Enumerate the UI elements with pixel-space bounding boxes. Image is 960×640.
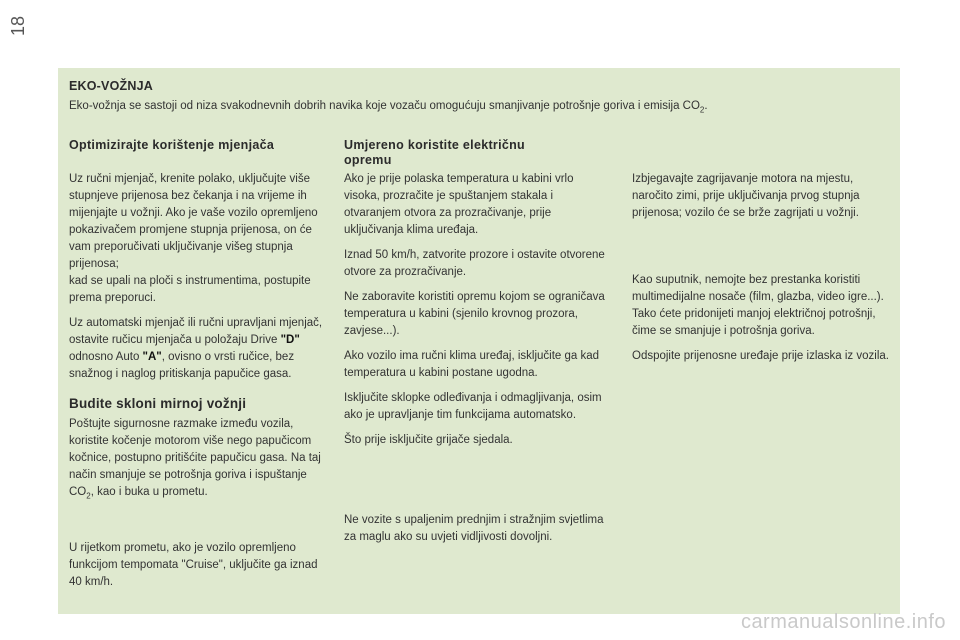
electric-para-3: Ne zaboravite koristiti opremu kojom se ograničava temperatura u kabini (sjenilo krovnog prozora, zavjese...). — [344, 291, 605, 337]
electric-para-7: Ne vozite s upaljenim prednjim i stražnjim svjetlima za maglu ako su uvjeti vidljivosti dovoljni. — [344, 514, 604, 543]
electric-para-6: Što prije isključite grijače sjedala. — [344, 434, 513, 446]
watermark: carmanualsonline.info — [740, 611, 946, 633]
gearbox-para-2: Uz automatski mjenjač ili ručni upravljani mjenjač, ostavite ručicu mjenjača u položaju Drive "D" odnosno Auto "A", ovisno o vrsti ručice, bez snažnog i naglog pritiskanja papučice gasa. — [69, 317, 323, 380]
electric-para-5: Isključite sklopke odleđivanja i odmagljivanja, osim ako je upravljanje tim funkcijama automatsko. — [344, 392, 602, 421]
electric-para-4: Ako vozilo ima ručni klima uređaj, isključite ga kad temperatura u kabini postane ugodna. — [344, 350, 600, 379]
gearbox-para-1: Uz ručni mjenjač, krenite polako, uključujte više stupnjeve prijenosa bez čekanja i na vrijeme ih mijenjajte u vožnji. Ako je vaše vozilo opremljeno pokazivačem promjene stupnja prijenosa, on će vam preporučivati uključivanje višeg stupnja prijenosa; kad se upali na ploči s instrumentima, postupite prema preporuci. — [69, 173, 318, 304]
eco-driving-panel — [58, 68, 900, 614]
electric-para-1: Ako je prije polaska temperatura u kabini vrlo visoka, prozračite je spuštanjem stakala i otvaranjem otvora za prozračivanje, prije uključivanja klima uređaja. — [344, 173, 574, 236]
cruise-text — [69, 540, 331, 591]
gearbox-text — [69, 171, 331, 383]
right-text-1 — [632, 171, 890, 222]
page-number: 18 — [8, 15, 28, 36]
electric-text — [344, 171, 606, 449]
right-para-2: Kao suputnik, nemojte bez prestanka koristiti multimedijalne nosače (film, glazba, video igre...). Tako ćete pridonijeti manjoj električnoj potrošnji, čime se smanjuje i potrošnja goriva. — [632, 274, 884, 337]
calm-para-2: U rijetkom prometu, ako je vozilo opremljeno funkcijom tempomata "Cruise", uključite ga iznad 40 km/h. — [69, 542, 318, 588]
gearbox-heading: Optimizirajte korištenje mjenjača — [69, 138, 275, 152]
calm-driving-heading: Budite skloni mirnoj vožnji — [69, 396, 247, 411]
electric-para-2: Iznad 50 km/h, zatvorite prozore i ostavite otvorene otvore za prozračivanje. — [344, 249, 605, 278]
calm-para-1: Poštujte sigurnosne razmake između vozila, koristite kočenje motorom više nego papučicom kočnice, postupno pritišćite papučicu gasa. Na taj način smanjuje se potrošnja goriva i ispuštanje $CO_2$, kao i buka u prometu. — [69, 418, 321, 501]
section-intro: Eko-vožnja se sastoji od niza svakodnevnih dobrih navika koje vozaču omogućuju smanjivanje potrošnje goriva i emisija $CO_2$. — [69, 100, 708, 115]
electric-heading: Umjereno koristite električnu opremu — [344, 138, 525, 167]
right-para-1: Izbjegavajte zagrijavanje motora na mjestu, naročito zimi, prije uključivanja prvog stupnja prijenosa; vozilo će se brže zagrijati u vožnji. — [632, 173, 860, 219]
fog-lights-text — [344, 512, 606, 546]
right-para-3: Odspojite prijenosne uređaje prije izlaska iz vozila. — [632, 350, 889, 362]
right-text-2 — [632, 272, 890, 365]
calm-driving-text — [69, 416, 331, 504]
section-title: EKO-VOŽNJA — [69, 79, 153, 93]
